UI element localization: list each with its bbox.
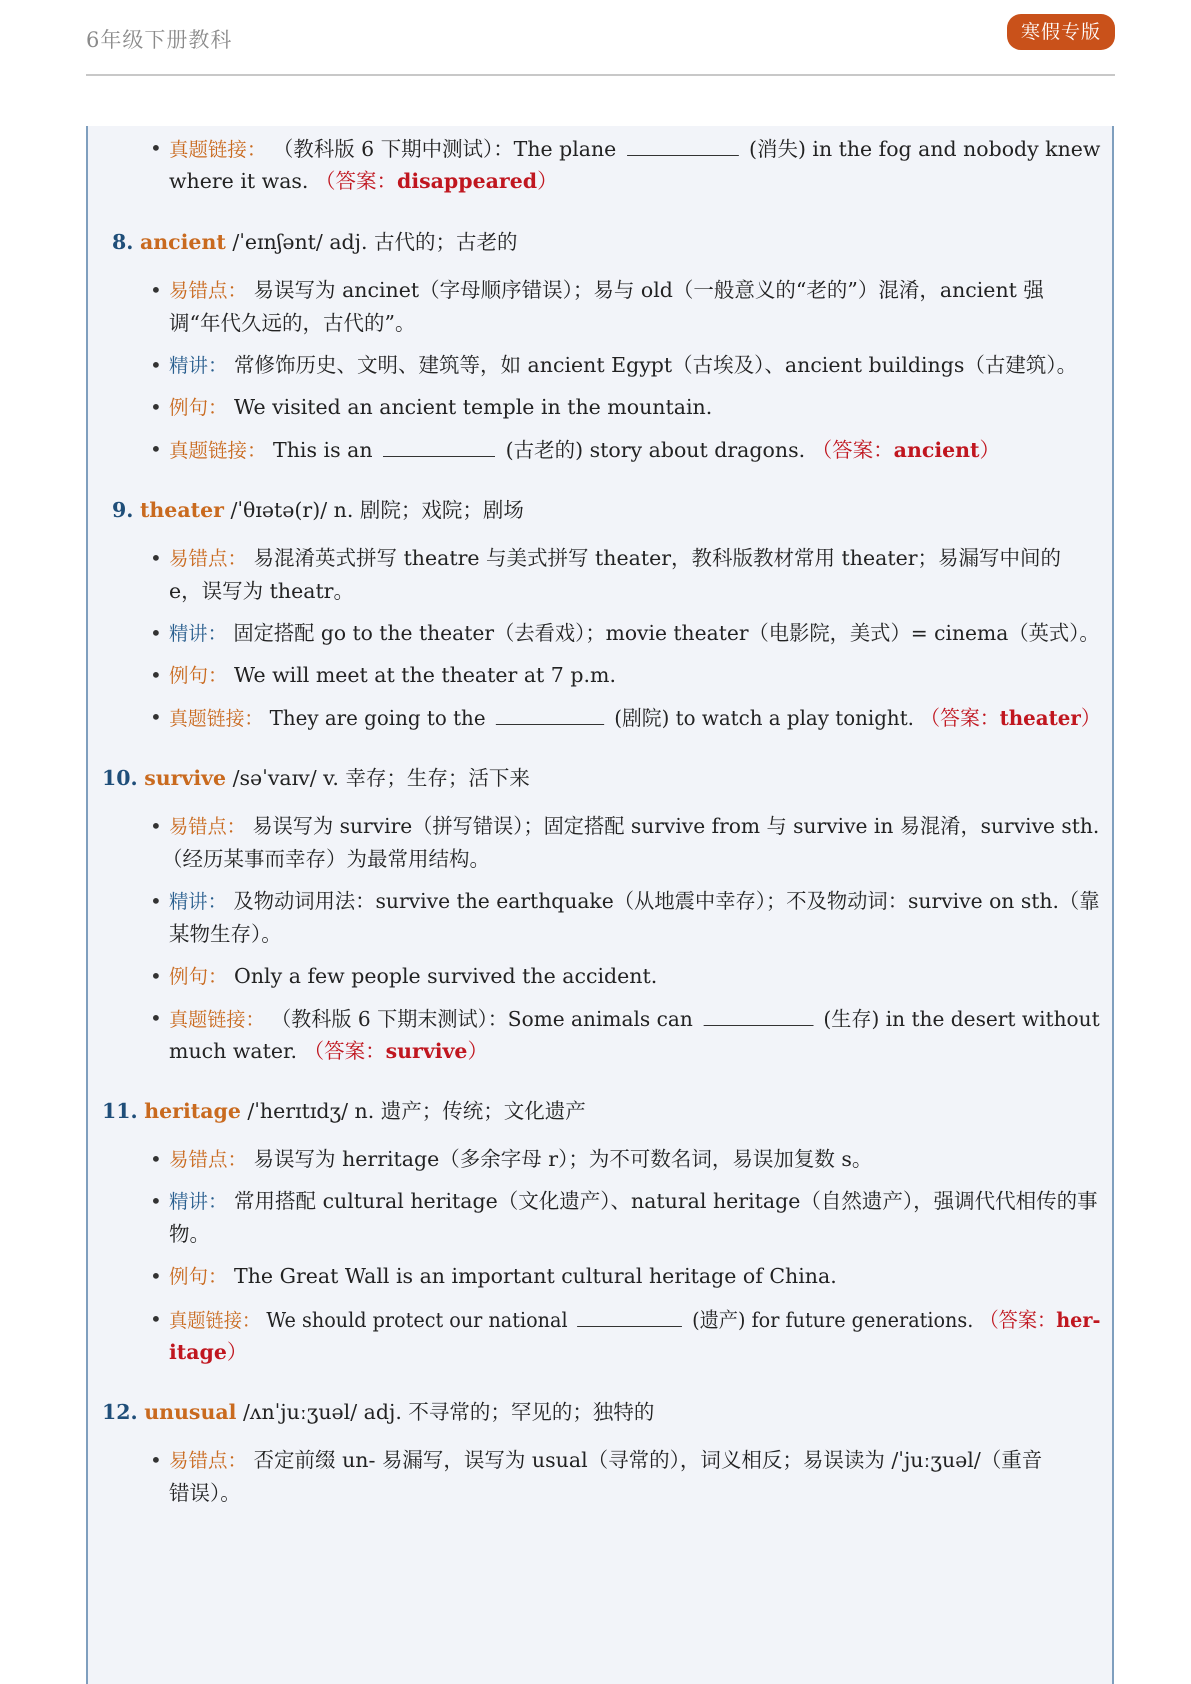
explain-text: 常用搭配 cultural heritage（文化遗产）、natural heritage（自然遗产），强调代代相传的事 [234,1189,1098,1213]
exam-text: (生存) in the desert without [823,1007,1100,1031]
error-text: 易误写为 survire（拼写错误）；固定搭配 survive from 与 survive in 易混淆，survive sth. [252,814,1100,838]
bullet-dot: • [150,1147,162,1171]
error-text: 易误写为 herritage（多余字母 r）；为不可数名词，易误加复数 s。 [253,1147,873,1171]
entry-number: 11. [102,1099,138,1123]
entry-heading [102,763,530,793]
header-divider [86,74,1115,76]
error-label: 易错点： [169,547,248,570]
exam-link-line [169,133,1100,165]
answer-blank [496,702,604,725]
entry-phonetic-meaning: /ˈθɪətə(r)/ n. 剧院；戏院；剧场 [223,498,524,522]
exam-label: 真题链接： [169,439,267,462]
exam-text: (消失) in the fog and nobody knew [749,137,1101,161]
entry-heading [102,1397,654,1427]
entry-phonetic-meaning: /ʌnˈjuːʒuəl/ adj. 不寻常的；罕见的；独特的 [236,1400,655,1424]
exam-text: (古老的) story about dragons. [505,438,806,462]
explain-text: 某物生存）。 [169,922,282,946]
example-line [169,961,657,992]
exam-text: much water. [169,1039,298,1063]
bullet-dot: • [150,1264,162,1288]
answer: （答案：her- [979,1308,1101,1332]
bullet-dot: • [150,1307,162,1331]
answer: （答案：theater） [920,706,1101,730]
exam-link-line [169,166,558,196]
exam-link-line [169,434,1000,466]
exam-text: This is an [273,438,373,462]
example-text: We will meet at the theater at 7 p.m. [234,663,616,687]
error-text: （经历某事而幸存）为最常用结构。 [162,847,490,871]
explain-text: 固定搭配 go to the theater（去看戏）；movie theater（电影院，美式）= cinema（英式）。 [233,621,1100,645]
example-label: 例句： [169,965,228,988]
exam-text: (剧院) to watch a play tonight. [614,706,914,730]
entry-phonetic-meaning: /ˈherɪtɪdʒ/ n. 遗产；传统；文化遗产 [240,1099,586,1123]
bullet-dot: • [150,621,162,645]
explain-label: 精讲： [169,622,227,645]
bullet-dot: • [150,889,162,913]
exam-link-line [169,1304,1100,1336]
entry-word: theater [139,498,224,522]
exam-text: We should protect our national [266,1308,568,1332]
entry-word: survive [144,766,227,790]
entry-number: 8. [112,230,134,254]
bullet-dot: • [150,278,162,302]
example-line [169,392,712,423]
error-label: 易错点： [169,1449,248,1472]
exam-label: 真题链接： [169,1309,261,1332]
exam-label: 真题链接： [169,707,264,730]
answer-blank [577,1304,682,1327]
exam-text: （教科版 6 下期中测试）：The plane [272,137,617,161]
answer-blank [627,133,739,156]
answer-continuation [169,1337,247,1367]
example-line [169,660,616,691]
entry-heading [102,1096,586,1126]
exam-text: （教科版 6 下期末测试）：Some animals can [271,1007,693,1031]
explain-line [169,1186,1098,1217]
example-label: 例句： [169,1265,228,1288]
explain-line [169,350,1077,381]
error-point-line [169,1445,1042,1476]
explain-line [169,618,1100,649]
bullet-dot: • [150,136,162,160]
answer: （答案：ancient） [811,438,1001,462]
entry-heading [112,227,518,257]
entry-number: 9. [112,498,134,522]
error-text: 易误写为 ancinet（字母顺序错误）；易与 old（一般意义的“老的”）混淆，ancient 强 [253,278,1044,302]
error-text: 错误）。 [169,1481,241,1505]
bullet-dot: • [150,437,162,461]
explain-label: 精讲： [169,1190,228,1213]
answer: itage） [169,1340,248,1364]
error-point-line [169,1144,872,1175]
bullet-dot: • [150,1448,162,1472]
exam-text: (遗产) for future generations. [692,1308,974,1332]
bullet-dot: • [150,353,162,377]
answer-blank [383,434,495,457]
bullet-dot: • [150,395,162,419]
explain-label: 精讲： [169,890,227,913]
exam-text: where it was. [169,169,309,193]
entry-phonetic-meaning: /ˈeɪnʃənt/ adj. 古代的；古老的 [225,230,518,254]
explain-text: 物。 [169,1222,210,1246]
entry-heading [112,495,524,525]
bullet-dot: • [150,705,162,729]
error-label: 易错点： [169,815,246,838]
error-text: 易混淆英式拼写 theatre 与美式拼写 theater，教科版教材常用 theater；易漏写中间的 [253,546,1062,570]
entry-phonetic-meaning: /səˈvaɪv/ v. 幸存；生存；活下来 [226,766,530,790]
example-text: We visited an ancient temple in the mountain. [234,395,713,419]
explain-line [169,886,1100,917]
error-label: 易错点： [169,1148,248,1171]
explain-label: 精讲： [169,354,228,377]
answer: （答案：disappeared） [314,169,558,193]
example-text: The Great Wall is an important cultural heritage of China. [234,1264,837,1288]
example-text: Only a few people survived the accident. [234,964,658,988]
bullet-dot: • [150,814,162,838]
explain-text: 及物动词用法：survive the earthquake（从地震中幸存）；不及物动词：survive on sth.（靠 [233,889,1100,913]
error-text: 调“年代久远的，古代的”。 [169,311,416,335]
bullet-dot: • [150,546,162,570]
exam-link-line [169,1003,1100,1035]
bullet-dot: • [150,1006,162,1030]
example-label: 例句： [169,664,228,687]
error-point-line [169,811,1099,842]
error-point-line [169,275,1044,306]
error-text: 否定前缀 un- 易漏写，误写为 usual（寻常的），词义相反；易误读为 /ˈjuːʒuəl/（重音 [253,1448,1043,1472]
exam-link-line [169,1036,488,1066]
answer-blank [703,1003,813,1026]
exam-label: 真题链接： [169,1008,265,1031]
exam-link-line [169,702,1101,734]
error-point-line [169,543,1061,574]
bullet-dot: • [150,964,162,988]
example-line [169,1261,837,1292]
exam-label: 真题链接： [169,138,267,161]
entry-number: 10. [102,766,138,790]
bullet-dot: • [150,663,162,687]
entry-word: unusual [144,1400,237,1424]
bullet-dot: • [150,1189,162,1213]
exam-text: They are going to the [269,706,486,730]
entry-word: ancient [139,230,226,254]
example-label: 例句： [169,396,228,419]
entry-word: heritage [144,1099,241,1123]
error-label: 易错点： [169,279,248,302]
entry-number: 12. [102,1400,138,1424]
error-text: e，误写为 theatr。 [169,579,354,603]
explain-text: 常修饰历史、文明、建筑等，如 ancient Egypt（古埃及）、ancient buildings（古建筑）。 [234,353,1078,377]
page-header-title: 6年级下册教科 [86,28,233,52]
answer: （答案：survive） [303,1039,488,1063]
edition-badge: 寒假专版 [1007,14,1115,50]
